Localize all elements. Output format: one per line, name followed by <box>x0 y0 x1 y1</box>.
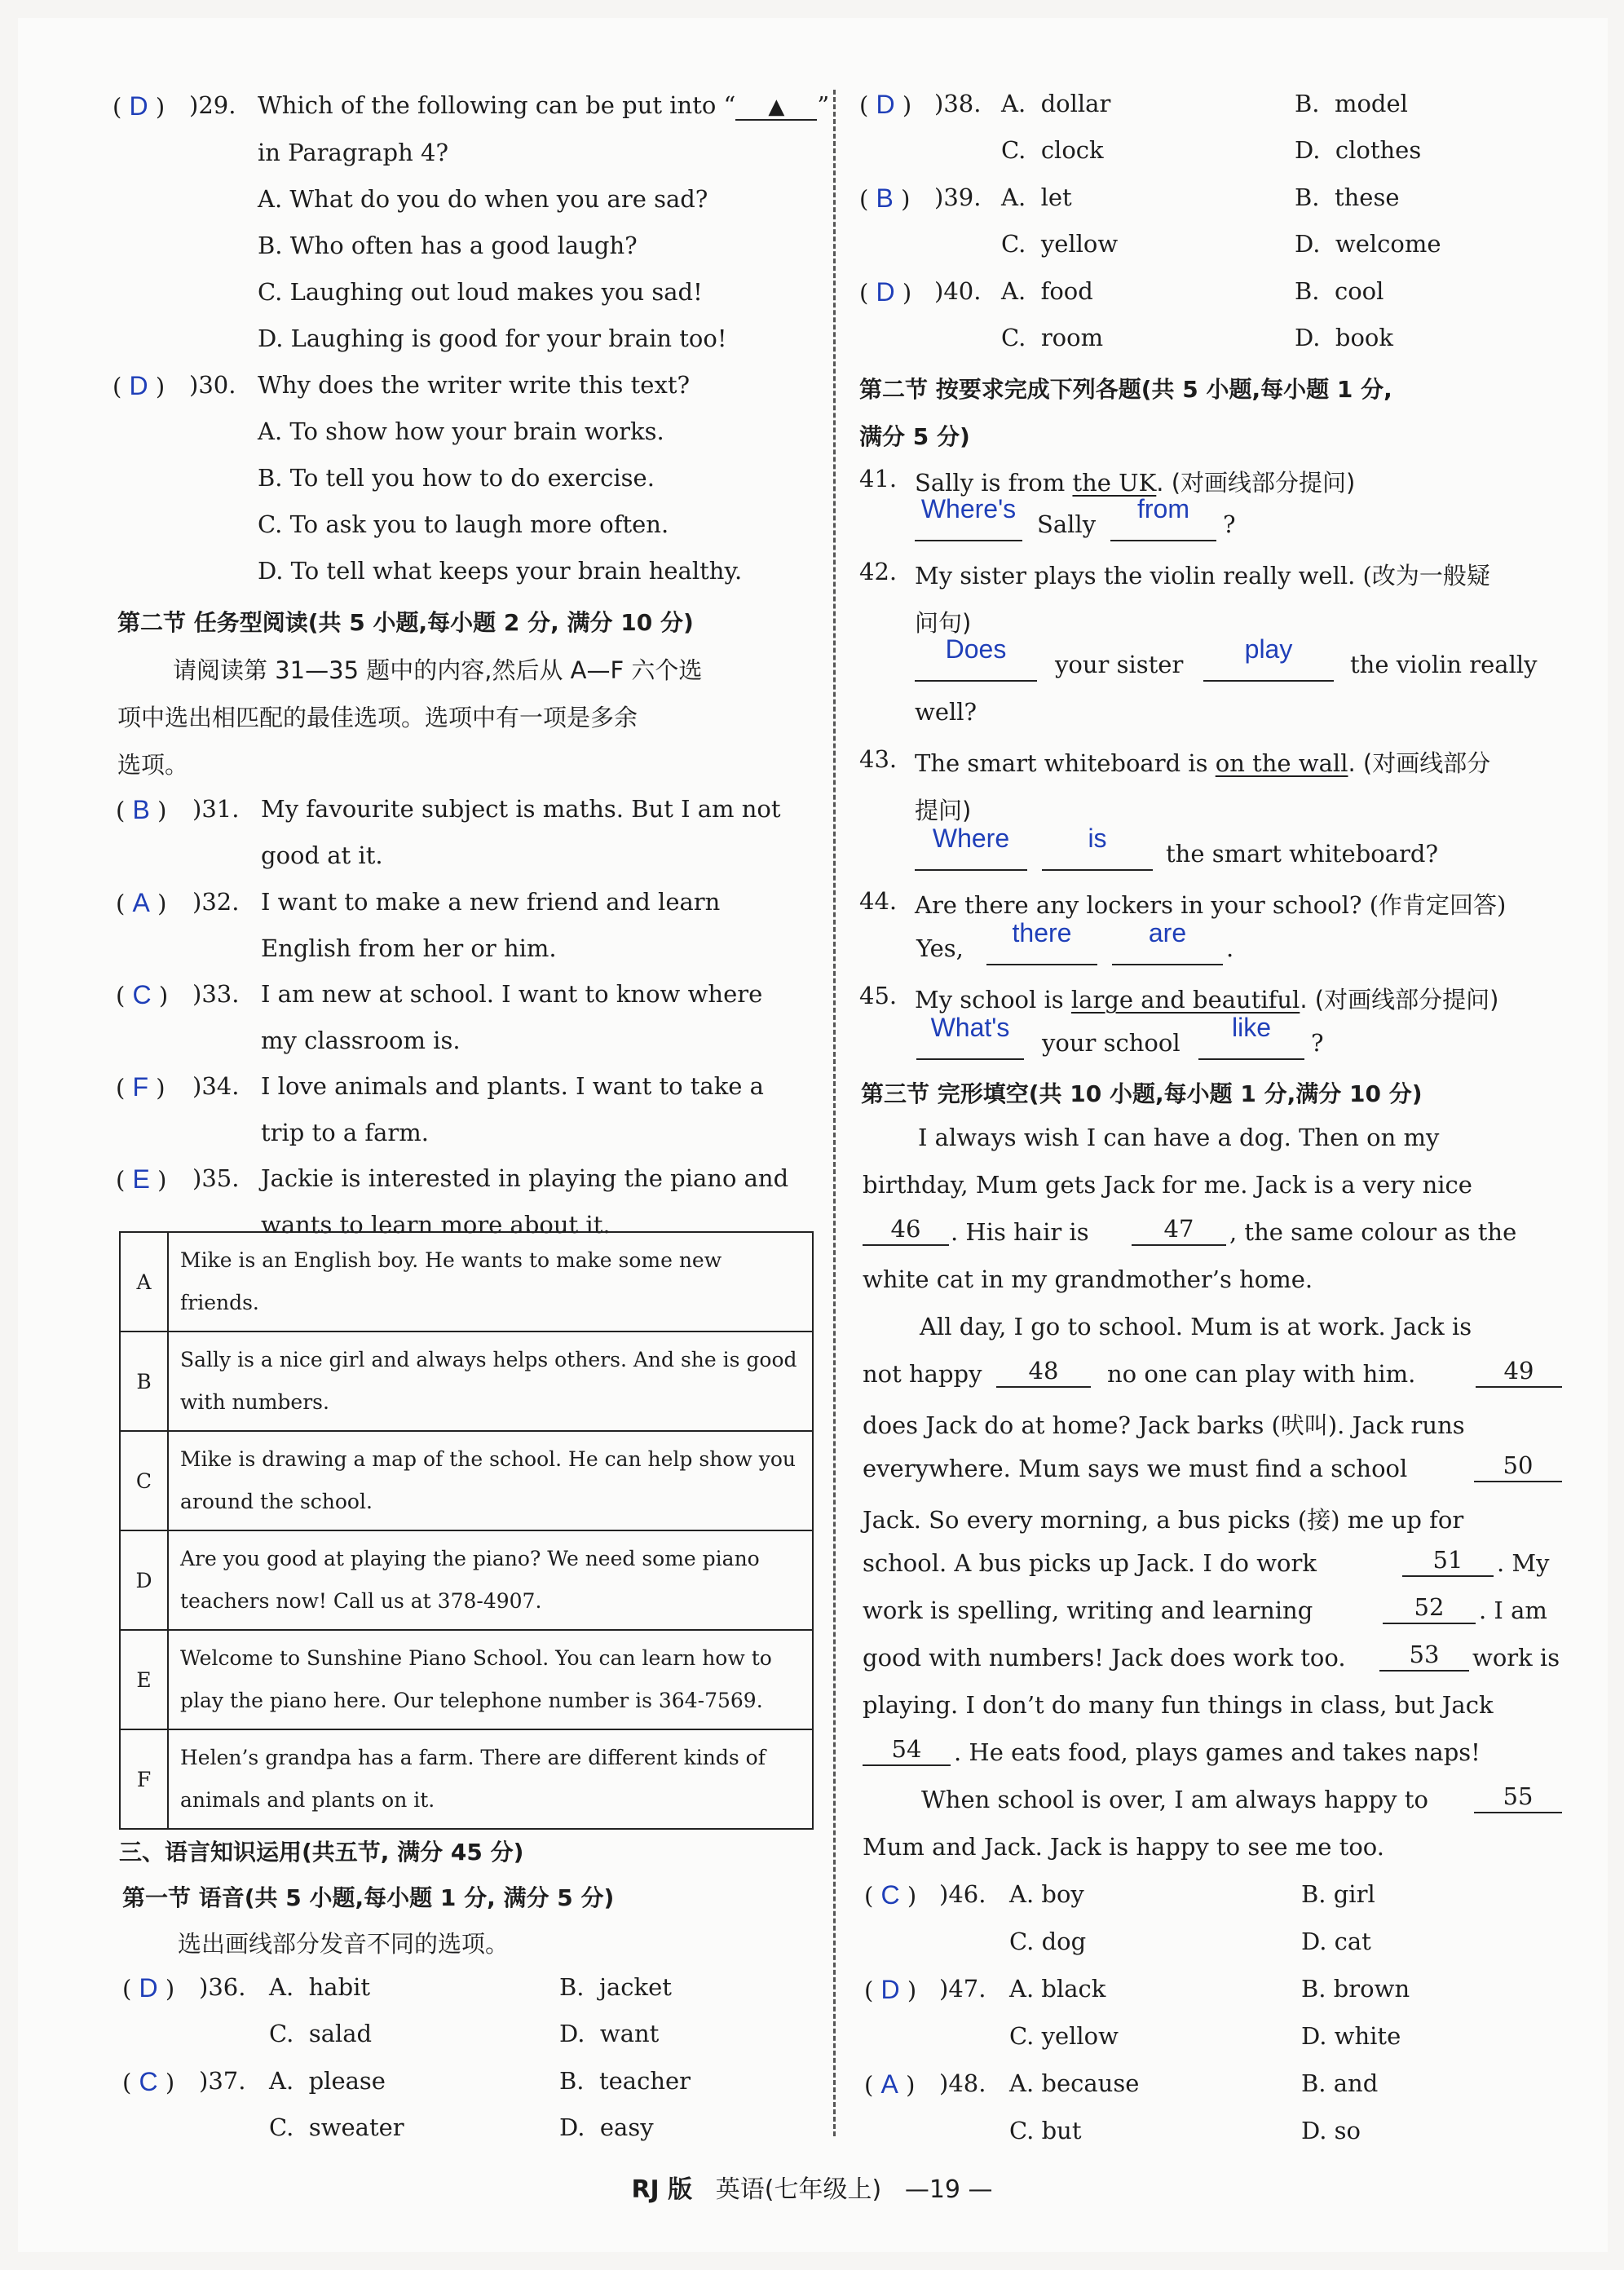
q42-blank-1[interactable]: Does <box>915 639 1037 682</box>
matching-table <box>119 1231 814 1830</box>
q44-blank-1[interactable]: there <box>986 923 1097 965</box>
table-key: D <box>120 1530 168 1630</box>
table-row <box>120 1232 813 1332</box>
cloze-blank-49[interactable]: 49 <box>1476 1347 1562 1388</box>
q42-blank-2[interactable]: play <box>1203 639 1334 682</box>
q30-option-a: A. To show how your brain works. <box>258 417 664 445</box>
q35-answer: ( E ) <box>116 1164 167 1194</box>
table-text-1: Mike is an English boy. He wants to make some new <box>180 1248 722 1272</box>
table-text-2: with numbers. <box>180 1390 329 1414</box>
q47-option-a: A. black <box>1009 1975 1106 2003</box>
cloze-blank-50[interactable]: 50 <box>1474 1442 1562 1482</box>
cloze-p3-line-1: When school is over, I am always happy to <box>921 1786 1428 1813</box>
q41-stem: Sally is from the UK. (对画线部分提问) <box>915 469 1356 497</box>
cloze-p1-line-3a: . His hair is <box>951 1218 1089 1246</box>
q42-stem: My sister plays the violin really well. (改为一般疑 <box>915 562 1490 590</box>
q32-number: )32. <box>192 888 240 916</box>
q39-answer: ( B ) <box>859 183 911 213</box>
q39-number: )39. <box>934 183 982 211</box>
q47-answer: ( D ) <box>864 1975 917 2004</box>
q33-line-1: I am new at school. I want to know where <box>261 980 763 1008</box>
cloze-p2-line-9: playing. I don’t do many fun things in class, but Jack <box>863 1691 1494 1719</box>
q46-answer: ( C ) <box>864 1880 917 1910</box>
cloze-p3-line-2: Mum and Jack. Jack is happy to see me too. <box>863 1833 1384 1861</box>
table-text-1: Welcome to Sunshine Piano School. You can learn how to <box>180 1646 772 1670</box>
cloze-blank-54[interactable]: 54 <box>863 1725 951 1766</box>
q30-number: )30. <box>189 371 236 399</box>
q37-answer: ( C ) <box>122 2067 175 2096</box>
q38-number: )38. <box>934 90 982 117</box>
section2-instruction-1: 请阅读第 31—35 题中的内容,然后从 A—F 六个选 <box>173 656 703 684</box>
q41-mid: Sally <box>1037 510 1097 538</box>
cloze-p2-line-7a: work is spelling, writing and learning <box>863 1597 1313 1624</box>
section2-rewrite-title: 第二节 按要求完成下列各题(共 5 小题,每小题 1 分, <box>859 376 1392 403</box>
q45-mid: your school <box>1042 1029 1180 1057</box>
cloze-p2-line-5: Jack. So every morning, a bus picks (接) me up for <box>863 1506 1464 1534</box>
cloze-blank-51[interactable]: 51 <box>1402 1536 1494 1577</box>
q32-answer: ( A ) <box>116 888 167 917</box>
q31-line-2: good at it. <box>261 841 383 869</box>
cloze-blank-55[interactable]: 55 <box>1474 1773 1562 1813</box>
cloze-p2-line-4: everywhere. Mum says we must find a school <box>863 1455 1408 1482</box>
q44-pre: Yes, <box>916 934 964 962</box>
q42-number: 42. <box>859 558 898 585</box>
q30-option-d: D. To tell what keeps your brain healthy. <box>258 557 743 585</box>
table-key: C <box>120 1431 168 1530</box>
q44-blank-2[interactable]: are <box>1112 923 1223 965</box>
cloze-p1-line-1: I always wish I can have a dog. Then on my <box>918 1124 1440 1151</box>
q39-option-b: B. these <box>1295 183 1400 211</box>
q29-option-c: C. Laughing out loud makes you sad! <box>258 278 703 306</box>
q41-blank-2[interactable]: from <box>1110 499 1216 541</box>
q45-blank-2[interactable]: like <box>1198 1018 1304 1060</box>
q36-option-d: D. want <box>559 2020 660 2047</box>
cloze-p2-line-2a: not happy <box>863 1360 982 1388</box>
q35-line-2: wants to learn more about it. <box>261 1211 611 1239</box>
cloze-blank-52[interactable]: 52 <box>1383 1583 1476 1624</box>
cloze-p1-line-3b: , the same colour as the <box>1229 1218 1517 1246</box>
q38-option-a: A. dollar <box>1001 90 1111 117</box>
section1-title: 第一节 语音(共 5 小题,每小题 1 分, 满分 5 分) <box>122 1884 615 1911</box>
q45-stem: My school is large and beautiful. (对画线部分提问) <box>915 986 1499 1014</box>
q40-answer: ( D ) <box>859 277 912 307</box>
page-footer <box>0 2169 1624 2205</box>
q46-option-a: A. boy <box>1009 1880 1084 1908</box>
q48-option-b: B. and <box>1301 2069 1379 2097</box>
q48-option-a: A. because <box>1009 2069 1140 2097</box>
q48-number: )48. <box>939 2069 986 2097</box>
cloze-p2-line-1: All day, I go to school. Mum is at work. Jack is <box>920 1313 1472 1340</box>
q45-number: 45. <box>859 982 898 1009</box>
q29-option-a: A. What do you do when you are sad? <box>258 185 708 213</box>
table-text <box>168 1431 813 1530</box>
q46-option-c: C. dog <box>1009 1928 1087 1955</box>
q47-number: )47. <box>939 1975 986 2003</box>
table-text-1: Are you good at playing the piano? We need some piano <box>180 1547 760 1570</box>
q47-option-c: C. yellow <box>1009 2022 1119 2050</box>
q29-answer: ( D ) <box>113 91 165 121</box>
part3-title: 三、语言知识运用(共五节, 满分 45 分) <box>119 1839 524 1866</box>
section2-instruction-2: 项中选出相匹配的最佳选项。选项中有一项是多余 <box>117 704 638 731</box>
q32-line-2: English from her or him. <box>261 934 557 962</box>
q31-answer: ( B ) <box>116 795 167 824</box>
q36-option-b: B. jacket <box>559 1973 672 2001</box>
q44-end: . <box>1226 934 1234 962</box>
cloze-blank-48[interactable]: 48 <box>996 1347 1091 1388</box>
q33-number: )33. <box>192 980 240 1008</box>
q41-number: 41. <box>859 465 898 492</box>
table-text <box>168 1530 813 1630</box>
q38-option-d: D. clothes <box>1295 136 1422 164</box>
q34-line-1: I love animals and plants. I want to take a <box>261 1072 764 1100</box>
table-text-2: friends. <box>180 1291 259 1314</box>
q40-option-d: D. book <box>1295 324 1393 351</box>
table-key: F <box>120 1729 168 1829</box>
cloze-p2-line-2b: no one can play with him. <box>1107 1360 1416 1388</box>
q43-stem-2: 提问) <box>915 797 972 824</box>
q39-option-a: A. let <box>1001 183 1072 211</box>
q42-stem-4: well? <box>915 698 977 726</box>
table-text <box>168 1729 813 1829</box>
q47-option-b: B. brown <box>1301 1975 1410 2003</box>
q38-option-b: B. model <box>1295 90 1408 117</box>
cloze-p2-line-8a: good with numbers! Jack does work too. <box>863 1644 1346 1672</box>
q40-option-a: A. food <box>1001 277 1093 305</box>
cloze-p1-line-2: birthday, Mum gets Jack for me. Jack is a very nice <box>863 1171 1472 1199</box>
table-text <box>168 1630 813 1729</box>
q41-end: ? <box>1223 510 1236 538</box>
cloze-blank-47[interactable]: 47 <box>1132 1205 1226 1246</box>
section3-title: 第三节 完形填空(共 10 小题,每小题 1 分,满分 10 分) <box>861 1080 1423 1107</box>
table-text-2: play the piano here. Our telephone number is 364-7569. <box>180 1689 763 1712</box>
table-text <box>168 1332 813 1431</box>
table-text-2: animals and plants on it. <box>180 1788 435 1812</box>
section2-rewrite-title-2: 满分 5 分) <box>859 423 970 450</box>
q29-option-d: D. Laughing is good for your brain too! <box>258 325 727 352</box>
q29-number: )29. <box>189 91 236 119</box>
q29-option-b: B. Who often has a good laugh? <box>258 232 638 259</box>
section1-instruction: 选出画线部分发音不同的选项。 <box>178 1930 510 1958</box>
cloze-blank-46[interactable]: 46 <box>863 1205 949 1246</box>
table-text-1: Sally is a nice girl and always helps others. And she is good <box>180 1348 797 1371</box>
q37-option-a: A. please <box>269 2067 386 2095</box>
table-text-1: Helen’s grandpa has a farm. There are different kinds of <box>180 1746 766 1769</box>
q46-option-d: D. cat <box>1301 1928 1371 1955</box>
q37-number: )37. <box>199 2067 246 2095</box>
q37-option-c: C. sweater <box>269 2113 404 2141</box>
q44-number: 44. <box>859 887 898 915</box>
table-text-2: teachers now! Call us at 378-4907. <box>180 1589 542 1613</box>
q43-end: the smart whiteboard? <box>1166 840 1438 868</box>
q32-line-1: I want to make a new friend and learn <box>261 888 721 916</box>
q33-line-2: my classroom is. <box>261 1027 461 1054</box>
section2-title: 第二节 任务型阅读(共 5 小题,每小题 2 分, 满分 10 分) <box>117 609 694 636</box>
q38-option-c: C. clock <box>1001 136 1104 164</box>
q34-answer: ( F ) <box>116 1072 165 1102</box>
q43-number: 43. <box>859 745 898 773</box>
table-row <box>120 1729 813 1829</box>
table-row <box>120 1431 813 1530</box>
q33-answer: ( C ) <box>116 980 169 1009</box>
q40-number: )40. <box>934 277 982 305</box>
q35-number: )35. <box>192 1164 240 1192</box>
cloze-p2-line-3: does Jack do at home? Jack barks (吠叫). Jack runs <box>863 1411 1465 1439</box>
q46-number: )46. <box>939 1880 986 1908</box>
table-text-2: around the school. <box>180 1490 373 1513</box>
q31-number: )31. <box>192 795 240 823</box>
q30-option-b: B. To tell you how to do exercise. <box>258 464 655 492</box>
cloze-p2-line-8b: work is <box>1472 1644 1560 1672</box>
table-row <box>120 1630 813 1729</box>
q44-stem: Are there any lockers in your school? (作肯定回答) <box>915 891 1507 919</box>
q40-option-b: B. cool <box>1295 277 1384 305</box>
cloze-p2-line-6b: . My <box>1497 1549 1550 1577</box>
q39-option-c: C. yellow <box>1001 230 1119 258</box>
q37-option-d: D. easy <box>559 2113 654 2141</box>
table-row <box>120 1530 813 1630</box>
q36-option-a: A. habit <box>269 1973 371 2001</box>
q30-answer: ( D ) <box>113 371 165 400</box>
q40-option-c: C. room <box>1001 324 1104 351</box>
q42-stem-2: 问句) <box>915 609 972 637</box>
q31-line-1: My favourite subject is maths. But I am not <box>261 795 781 823</box>
q48-option-c: C. but <box>1009 2117 1082 2144</box>
section2-instruction-3: 选项。 <box>117 751 189 779</box>
q30-option-c: C. To ask you to laugh more often. <box>258 510 669 538</box>
table-key: B <box>120 1332 168 1431</box>
q43-blank-1[interactable]: Where <box>915 828 1027 871</box>
q35-line-1: Jackie is interested in playing the piano and <box>261 1164 789 1192</box>
footer-edition: RJ 版 <box>631 2175 693 2204</box>
q43-blank-2[interactable]: is <box>1042 828 1153 871</box>
q30-stem: Why does the writer write this text? <box>258 371 691 399</box>
cloze-p2-line-7b: . I am <box>1479 1597 1547 1624</box>
q36-answer: ( D ) <box>122 1973 175 2003</box>
cloze-p1-line-4: white cat in my grandmother’s home. <box>863 1265 1313 1293</box>
q45-blank-1[interactable]: What's <box>916 1018 1024 1060</box>
table-text <box>168 1232 813 1332</box>
cloze-p2-line-6a: school. A bus picks up Jack. I do work <box>863 1549 1317 1577</box>
q42-end: the violin really <box>1350 651 1538 678</box>
q47-option-d: D. white <box>1301 2022 1401 2050</box>
q29-stem: Which of the following can be put into “ ▲ ” <box>258 91 830 119</box>
q43-stem: The smart whiteboard is on the wall. (对画线部分 <box>915 749 1491 777</box>
q37-option-b: B. teacher <box>559 2067 691 2095</box>
q38-answer: ( D ) <box>859 90 912 119</box>
q48-answer: ( A ) <box>864 2069 916 2099</box>
q36-option-c: C. salad <box>269 2020 373 2047</box>
q48-option-d: D. so <box>1301 2117 1361 2144</box>
q34-line-2: trip to a farm. <box>261 1119 430 1146</box>
cloze-p2-line-10: . He eats food, plays games and takes naps! <box>954 1738 1481 1766</box>
footer-page-number: —19 — <box>904 2175 993 2204</box>
cloze-blank-53[interactable]: 53 <box>1379 1631 1469 1672</box>
q41-blank-1[interactable]: Where's <box>915 499 1022 541</box>
table-text-1: Mike is drawing a map of the school. He can help show you <box>180 1447 796 1471</box>
q34-number: )34. <box>192 1072 240 1100</box>
q36-number: )36. <box>199 1973 246 2001</box>
table-key: A <box>120 1232 168 1332</box>
footer-subject: 英语(七年级上) <box>715 2175 882 2204</box>
q45-end: ? <box>1311 1029 1324 1057</box>
column-divider <box>833 90 836 2136</box>
table-row <box>120 1332 813 1431</box>
q29-stem-2: in Paragraph 4? <box>258 139 448 166</box>
q42-mid: your sister <box>1055 651 1184 678</box>
q46-option-b: B. girl <box>1301 1880 1375 1908</box>
q39-option-d: D. welcome <box>1295 230 1441 258</box>
table-key: E <box>120 1630 168 1729</box>
